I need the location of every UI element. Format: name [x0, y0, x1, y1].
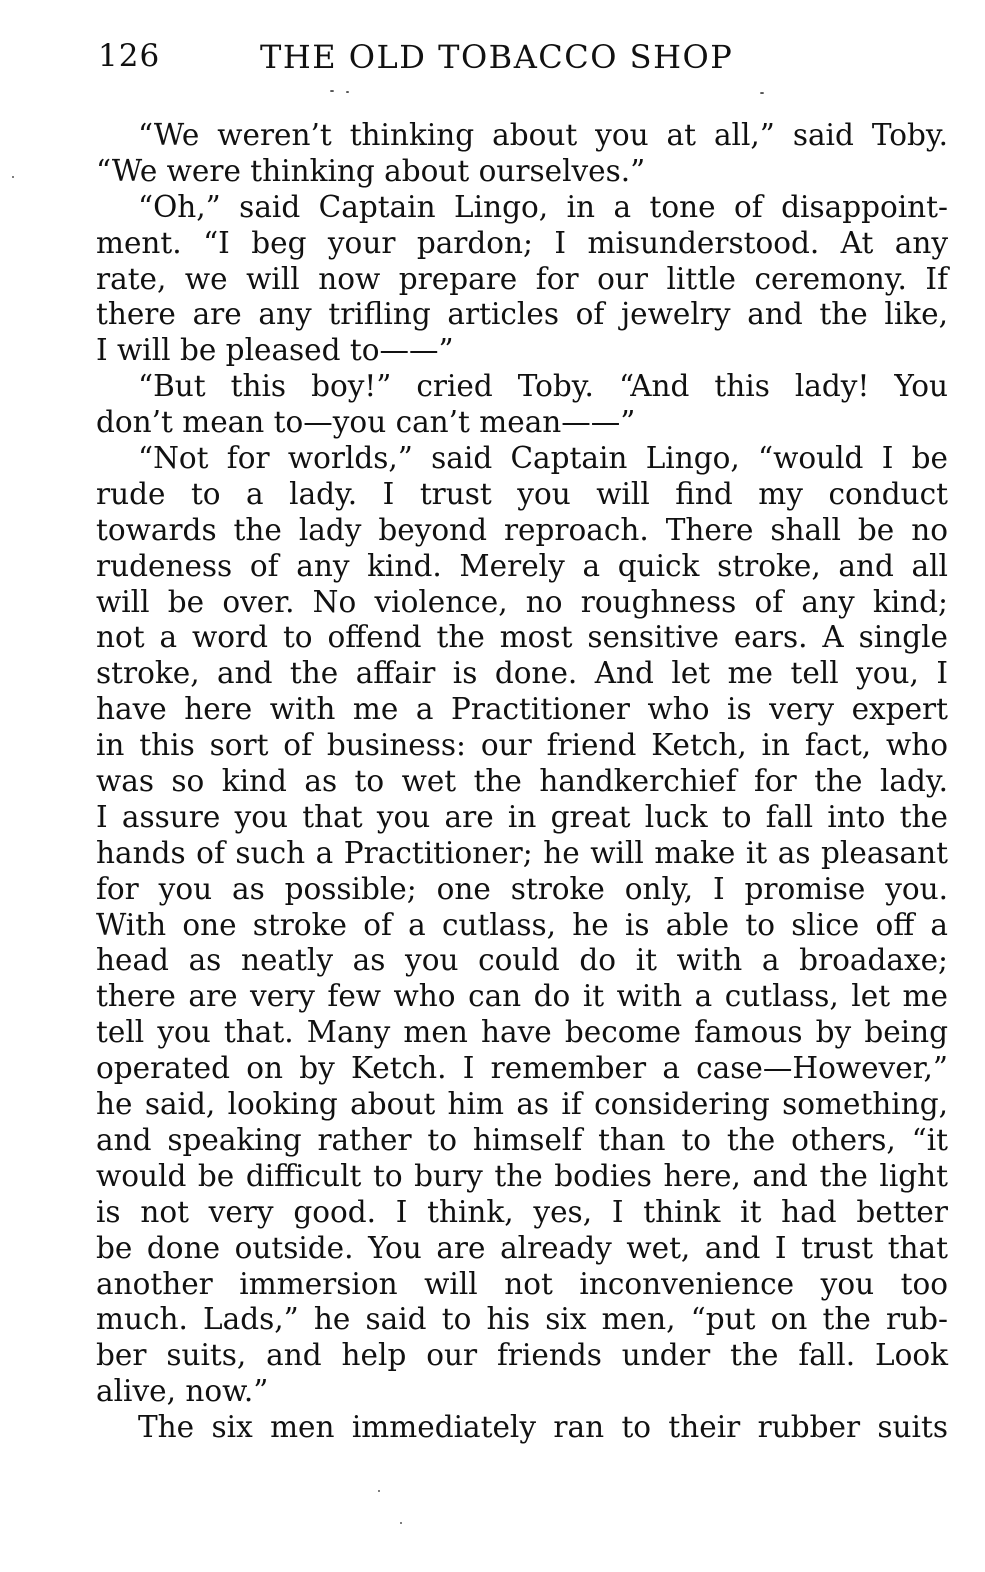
text-line: in this sort of business: our friend Ketch, in fact, who	[96, 728, 948, 763]
text-line: The six men immediately ran to their rubber suits	[138, 1410, 948, 1445]
running-head	[96, 38, 944, 84]
text-line: was so kind as to wet the handkerchief for the lady.	[96, 764, 948, 799]
text-line: head as neatly as you could do it with a broadaxe;	[96, 943, 948, 978]
text-line: another immersion will not inconvenience you too	[96, 1266, 948, 1301]
text-line: stroke, and the affair is done. And let me tell you, I	[96, 656, 948, 691]
text-line: not a word to offend the most sensitive ears. A single	[96, 620, 948, 655]
print-speck	[378, 1490, 380, 1492]
print-speck	[12, 176, 14, 178]
text-line: “But this boy!” cried Toby. “And this lady! You	[138, 369, 948, 404]
text-line: there are very few who can do it with a cutlass, let me	[96, 979, 948, 1014]
print-speck	[330, 90, 334, 92]
text-line: rudeness of any kind. Merely a quick stroke, and all	[96, 548, 948, 583]
text-line: “We weren’t thinking about you at all,” said Toby.	[138, 118, 948, 152]
text-line: there are any trifling articles of jewelry and the like,	[96, 297, 948, 332]
text-line: towards the lady beyond reproach. There shall be no	[96, 512, 948, 547]
text-line: would be difficult to bury the bodies here, and the light	[96, 1158, 948, 1193]
body-text	[96, 118, 948, 1446]
text-line: will be over. No violence, no roughness of any kind;	[96, 584, 948, 619]
print-speck	[400, 1522, 402, 1524]
text-line: he said, looking about him as if considering something,	[96, 1087, 948, 1122]
text-line: rude to a lady. I trust you will find my conduct	[96, 476, 948, 511]
text-line: “Oh,” said Captain Lingo, in a tone of disappoint-	[138, 189, 948, 224]
text-line: be done outside. You are already wet, and I trust that	[96, 1230, 948, 1265]
print-speck	[346, 91, 349, 93]
text-line: tell you that. Many men have become famous by being	[96, 1015, 948, 1050]
text-line: is not very good. I think, yes, I think it had better	[96, 1194, 948, 1229]
text-line: hands of such a Practitioner; he will make it as pleasant	[96, 835, 948, 870]
text-line: “We were thinking about ourselves.”	[96, 153, 646, 188]
text-line: alive, now.”	[96, 1374, 269, 1409]
text-line: With one stroke of a cutlass, he is able to slice off a	[96, 907, 948, 942]
text-line: don’t mean to—you can’t mean——”	[96, 405, 636, 440]
page-number: 126	[98, 38, 161, 74]
text-line: ment. “I beg your pardon; I misunderstood. At any	[96, 225, 948, 260]
text-line: I assure you that you are in great luck to fall into the	[96, 799, 948, 834]
text-line: “Not for worlds,” said Captain Lingo, “would I be	[138, 441, 948, 476]
text-line: rate, we will now prepare for our little ceremony. If	[96, 261, 948, 296]
print-speck	[760, 92, 764, 94]
text-line: have here with me a Practitioner who is very expert	[96, 692, 948, 727]
running-title: THE OLD TOBACCO SHOP	[260, 38, 734, 76]
text-line: ber suits, and help our friends under the fall. Look	[96, 1338, 948, 1373]
text-line: for you as possible; one stroke only, I promise you.	[96, 871, 948, 906]
text-line: operated on by Ketch. I remember a case—However,”	[96, 1051, 948, 1086]
text-line: and speaking rather to himself than to the others, “it	[96, 1122, 948, 1157]
text-line: much. Lads,” he said to his six men, “put on the rub-	[96, 1302, 948, 1337]
text-line: I will be pleased to——”	[96, 333, 454, 368]
